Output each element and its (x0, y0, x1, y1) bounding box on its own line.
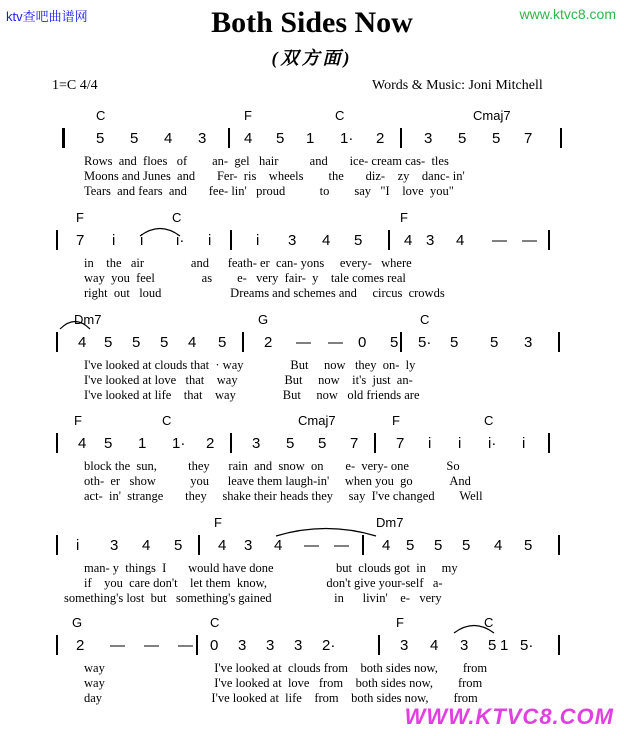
note: 5 (104, 334, 113, 351)
lyric-line: Rows and floes of an- gel hair and ice- cream cas- tles (84, 154, 449, 168)
note: — (492, 232, 507, 249)
note: 5 (458, 130, 467, 147)
bar-line (388, 230, 390, 250)
note: 4 (164, 130, 173, 147)
chord-symbol: F (244, 108, 252, 123)
note: i (522, 435, 526, 452)
note: 4 (456, 232, 465, 249)
chord-symbol: F (400, 210, 408, 225)
note: 1· (172, 435, 186, 452)
note: 5 (450, 334, 459, 351)
bar-line (400, 128, 402, 148)
note: i (458, 435, 462, 452)
note: 1 (500, 637, 509, 654)
chord-symbol: Cmaj7 (473, 108, 511, 123)
lyric-line: block the sun, they rain and snow on e- very- one So (84, 459, 460, 473)
note: 2· (322, 637, 336, 654)
chord-symbol: Cmaj7 (298, 413, 336, 428)
note: — (296, 334, 311, 351)
watermark-top-right: www.ktvc8.com (519, 6, 616, 22)
lyric-line: I've looked at life that way But now old friends are (84, 388, 420, 402)
note: — (144, 637, 159, 654)
note: 5 (354, 232, 363, 249)
note: 5 (218, 334, 227, 351)
note: i (112, 232, 116, 249)
note: 3 (266, 637, 275, 654)
chord-symbol: F (214, 515, 222, 530)
note: 3 (524, 334, 533, 351)
bar-line (230, 230, 232, 250)
note: 2 (264, 334, 273, 351)
note: i (428, 435, 432, 452)
lyric-line: way I've looked at clouds from both sides now, from (84, 661, 488, 675)
slur-mark (276, 525, 376, 537)
lyric-line: I've looked at love that way But now it's just an- (84, 373, 413, 387)
chord-symbol: C (210, 615, 220, 630)
lyric-line: oth- er show you leave them laugh-in' when you go And (84, 474, 471, 488)
bar-line (242, 332, 244, 352)
note: 5 (160, 334, 169, 351)
note: 5 (96, 130, 105, 147)
slur-mark (60, 318, 90, 330)
note: i (76, 537, 80, 554)
bar-line (56, 535, 58, 555)
note: — (522, 232, 537, 249)
note: 5 (286, 435, 295, 452)
bar-line (378, 635, 380, 655)
chord-symbol: C (484, 413, 494, 428)
bar-line (62, 128, 65, 148)
song-subtitle: (双方面) (271, 48, 353, 68)
lyric-line: man- y things I would have done but clouds got in my (84, 561, 458, 575)
note: 4 (78, 334, 87, 351)
score-system (0, 312, 624, 412)
bar-line (230, 433, 232, 453)
bar-line (228, 128, 230, 148)
bar-line (558, 535, 560, 555)
note: 4 (78, 435, 87, 452)
note: 5 (524, 537, 533, 554)
note: — (178, 637, 193, 654)
note: 3 (238, 637, 247, 654)
note: 3 (460, 637, 469, 654)
note: i (256, 232, 260, 249)
bar-line (56, 332, 58, 352)
note: 3 (252, 435, 261, 452)
note: 5 (318, 435, 327, 452)
chord-symbol: C (96, 108, 106, 123)
key-signature: 1=C 4/4 (52, 78, 98, 93)
chord-symbol: Dm7 (376, 515, 404, 530)
note: 7 (350, 435, 359, 452)
note: 5· (418, 334, 432, 351)
lyric-line: Tears and fears and fee- lin' proud to say "I love you" (84, 184, 454, 198)
note: — (304, 537, 319, 554)
bar-line (400, 332, 402, 352)
note: 5 (406, 537, 415, 554)
score-system (0, 413, 624, 513)
note: — (328, 334, 343, 351)
note: 4 (404, 232, 413, 249)
note: 5 (132, 334, 141, 351)
note: 5 (276, 130, 285, 147)
note: 3 (110, 537, 119, 554)
chord-symbol: F (76, 210, 84, 225)
note: 5 (104, 435, 113, 452)
note: 4 (142, 537, 151, 554)
chord-symbol: C (484, 615, 494, 630)
note: 2 (76, 637, 85, 654)
note: 3 (426, 232, 435, 249)
bar-line (548, 230, 550, 250)
slur-mark (454, 622, 494, 634)
note: i (208, 232, 212, 249)
lyric-line: something's lost but something's gained in livin' e- very (64, 591, 442, 605)
note: 4 (494, 537, 503, 554)
note: i· (488, 435, 497, 452)
bar-line (362, 535, 364, 555)
note: — (334, 537, 349, 554)
note: 1· (340, 130, 354, 147)
note: 7 (76, 232, 85, 249)
note: 2 (376, 130, 385, 147)
bar-line (196, 635, 198, 655)
note: 5 (492, 130, 501, 147)
note: — (110, 637, 125, 654)
score-system (0, 615, 624, 715)
note: 3 (400, 637, 409, 654)
note: 4 (322, 232, 331, 249)
note: 5 (488, 637, 497, 654)
note: 4 (188, 334, 197, 351)
note: 5 (174, 537, 183, 554)
note: 4 (382, 537, 391, 554)
lyric-line: right out loud Dreams and schemes and circus crowds (84, 286, 445, 300)
song-title: Both Sides Now (211, 6, 413, 39)
note: i· (176, 232, 185, 249)
note: 5 (462, 537, 471, 554)
note: 4 (218, 537, 227, 554)
score-system (0, 108, 624, 208)
note: 4 (274, 537, 283, 554)
chord-symbol: Dm7 (74, 312, 102, 327)
bar-line (56, 635, 58, 655)
note: 3 (244, 537, 253, 554)
lyric-line: if you care don't let them know, don't give your-self a- (84, 576, 443, 590)
note: 3 (424, 130, 433, 147)
note: 0 (210, 637, 219, 654)
note: 7 (396, 435, 405, 452)
chord-symbol: F (396, 615, 404, 630)
song-credits: Words & Music: Joni Mitchell (372, 78, 543, 93)
lyric-line: way I've looked at love from both sides now, from (84, 676, 483, 690)
note: 5 (130, 130, 139, 147)
lyric-line: Moons and Junes and Fer- ris wheels the diz- zy danc- in' (84, 169, 465, 183)
note: 4 (244, 130, 253, 147)
note: 0 (358, 334, 367, 351)
slur-mark (140, 225, 180, 237)
note: i (140, 232, 144, 249)
bar-line (198, 535, 200, 555)
bar-line (374, 433, 376, 453)
note: 5 (434, 537, 443, 554)
chord-symbol: C (172, 210, 182, 225)
chord-symbol: C (420, 312, 430, 327)
note: 3 (198, 130, 207, 147)
bar-line (558, 332, 560, 352)
note: 3 (294, 637, 303, 654)
note: 5 (390, 334, 399, 351)
chord-symbol: C (335, 108, 345, 123)
bar-line (558, 635, 560, 655)
watermark-top-left: ktv查吧曲谱网 (6, 9, 88, 24)
bar-line (548, 433, 550, 453)
lyric-line: act- in' strange they shake their heads they say I've changed Well (84, 489, 483, 503)
note: 1 (138, 435, 147, 452)
note: 2 (206, 435, 215, 452)
note: 4 (430, 637, 439, 654)
lyric-line: I've looked at clouds that · way But now they on- ly (84, 358, 416, 372)
note: 3 (288, 232, 297, 249)
chord-symbol: F (74, 413, 82, 428)
bar-line (56, 230, 58, 250)
chord-symbol: F (392, 413, 400, 428)
note: 1 (306, 130, 315, 147)
chord-symbol: G (258, 312, 269, 327)
lyric-line: day I've looked at life from both sides now, from (84, 691, 478, 705)
note: 5· (520, 637, 534, 654)
note: 5 (490, 334, 499, 351)
note: 7 (524, 130, 533, 147)
score-system (0, 210, 624, 310)
lyric-line: way you feel as e- very fair- y tale comes real (84, 271, 406, 285)
chord-symbol: C (162, 413, 172, 428)
bar-line (560, 128, 562, 148)
watermark-bottom: WWW.KTVC8.COM (404, 704, 614, 729)
bar-line (56, 433, 58, 453)
chord-symbol: G (72, 615, 83, 630)
lyric-line: in the air and feath- er can- yons every- where (84, 256, 412, 270)
